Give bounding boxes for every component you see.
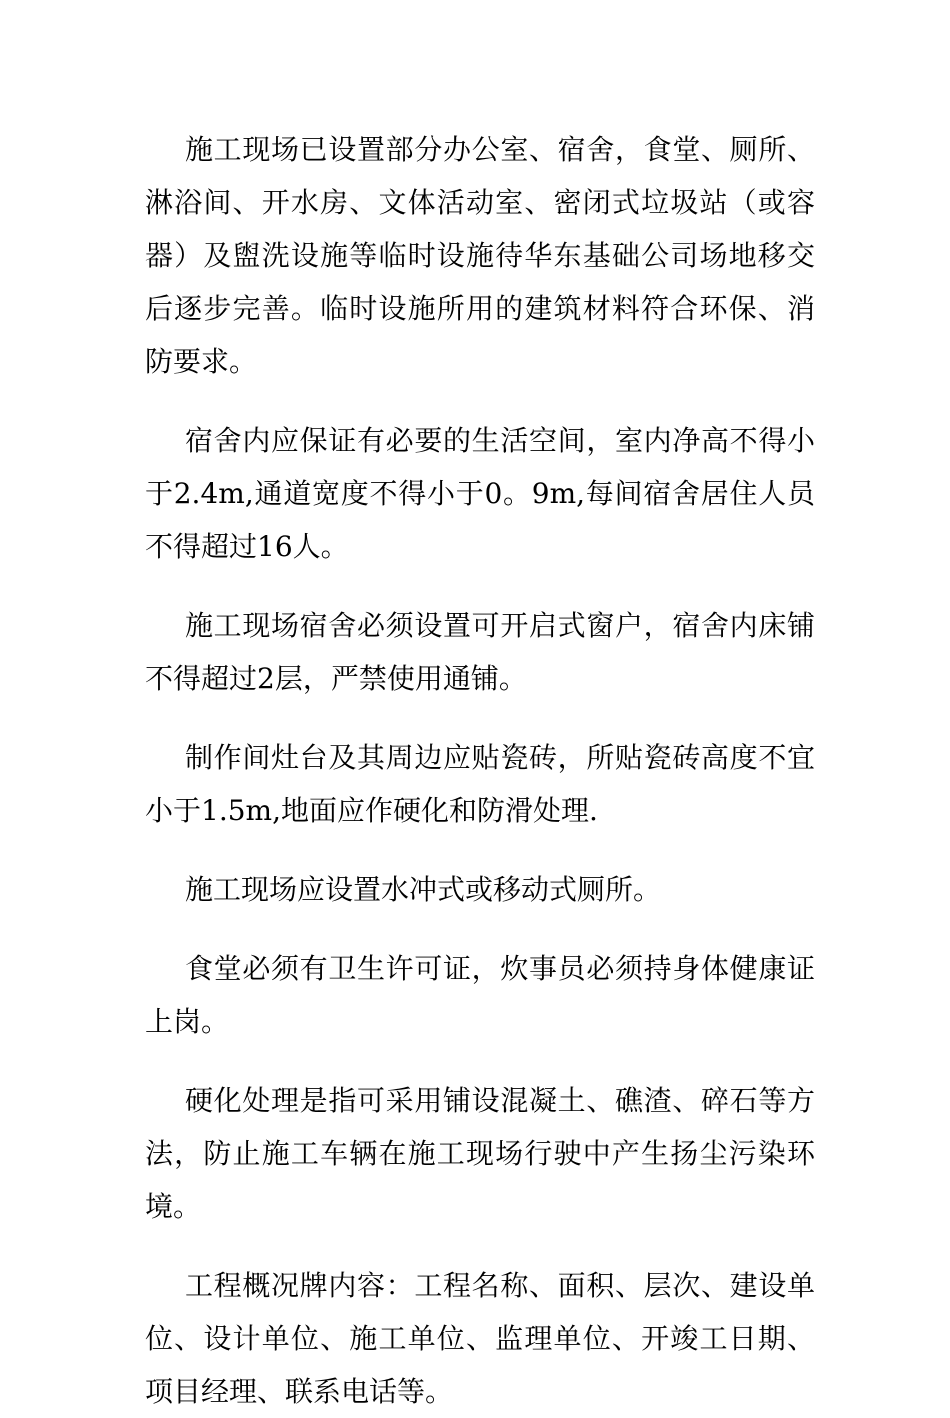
- paragraph-dormitory-windows: 施工现场宿舍必须设置可开启式窗户，宿舍内床铺不得超过2层，严禁使用通铺。: [145, 609, 815, 695]
- paragraph-dormitory-space: 宿舍内应保证有必要的生活空间，室内净高不得小于2.4m,通道宽度不得小于0。9m,每间宿舍居住人员不得超过16人。: [145, 424, 815, 563]
- paragraph-temporary-facilities: 施工现场已设置部分办公室、宿舍，食堂、厕所、淋浴间、开水房、文体活动室、密闭式垃圾站（或容器）及盥洗设施等临时设施待华东基础公司场地移交后逐步完善。临时设施所用的建筑材料符合环保、消防要求。: [145, 133, 815, 378]
- paragraph-project-board: 工程概况牌内容：工程名称、面积、层次、建设单位、设计单位、施工单位、监理单位、开竣工日期、项目经理、联系电话等。: [145, 1269, 815, 1408]
- paragraph-kitchen-tiles: 制作间灶台及其周边应贴瓷砖，所贴瓷砖高度不宜小于1.5m,地面应作硬化和防滑处理.: [145, 741, 815, 827]
- paragraph-toilets: 施工现场应设置水冲式或移动式厕所。: [185, 873, 662, 906]
- paragraph-hardening: 硬化处理是指可采用铺设混凝土、礁渣、碎石等方法，防止施工车辆在施工现场行驶中产生扬尘污染环境。: [145, 1084, 815, 1223]
- paragraph-canteen-license: 食堂必须有卫生许可证，炊事员必须持身体健康证上岗。: [145, 952, 815, 1038]
- document-body: [145, 123, 815, 1418]
